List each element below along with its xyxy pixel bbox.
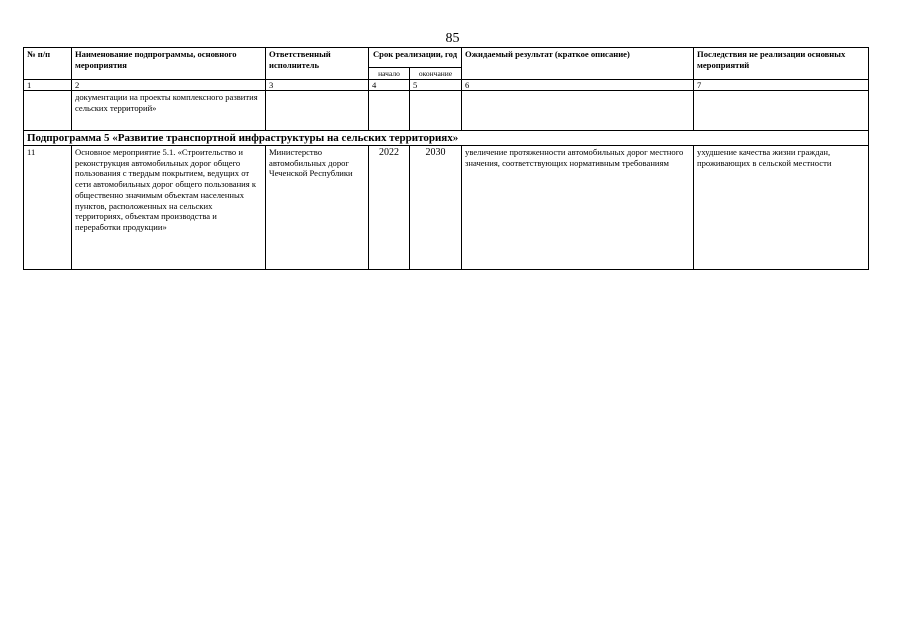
header-start: начало	[369, 67, 410, 79]
continued-row	[24, 91, 869, 131]
section-title: Подпрограмма 5 «Развитие транспортной инфраструктуры на сельских территориях»	[24, 131, 869, 146]
column-number: 6	[462, 80, 694, 91]
column-number: 2	[72, 80, 266, 91]
row-start-year: 2022	[369, 146, 410, 270]
continued-empty-cell	[266, 91, 369, 131]
row-result: увеличение протяженности автомобильных дорог местного значения, соответствующих нормативным требованиям	[462, 146, 694, 270]
column-number: 3	[266, 80, 369, 91]
continued-name-cell: документации на проекты комплексного развития сельских территорий»	[72, 91, 266, 131]
header-term: Срок реализации, год	[369, 48, 462, 68]
row-consequences: ухудшение качества жизни граждан, проживающих в сельской местности	[694, 146, 869, 270]
column-number: 5	[410, 80, 462, 91]
continued-empty-cell	[462, 91, 694, 131]
section-row	[24, 131, 869, 146]
row-num: 11	[24, 146, 72, 270]
table-row	[24, 146, 869, 270]
column-number: 4	[369, 80, 410, 91]
page-number: 85	[445, 31, 460, 46]
continued-empty-cell	[369, 91, 410, 131]
header-result: Ожидаемый результат (краткое описание)	[462, 48, 694, 80]
header-name: Наименование подпрограммы, основного мероприятия	[72, 48, 266, 80]
row-end-year: 2030	[410, 146, 462, 270]
header-responsible: Ответственный исполнитель	[266, 48, 369, 80]
continued-num-cell	[24, 91, 72, 131]
header-end: окончание	[410, 67, 462, 79]
row-responsible: Министерство автомобильных дорог Чеченской Республики	[266, 146, 369, 270]
column-number: 7	[694, 80, 869, 91]
header-consequences: Последствия не реализации основных мероприятий	[694, 48, 869, 80]
continued-empty-cell	[694, 91, 869, 131]
header-row	[24, 48, 869, 68]
continued-empty-cell	[410, 91, 462, 131]
header-num: № п/п	[24, 48, 72, 80]
column-numbers-row	[24, 80, 869, 91]
row-name: Основное мероприятие 5.1. «Строительство и реконструкция автомобильных дорог общего пользования с твердым покрытием, ведущих от сети автомобильных дорог общего пользования к общественно значимым объектам населенных пунктов, расположенных на сельских территориях, объектам производства и переработки продукции»	[72, 146, 266, 270]
column-number: 1	[24, 80, 72, 91]
measures-table	[23, 47, 869, 270]
